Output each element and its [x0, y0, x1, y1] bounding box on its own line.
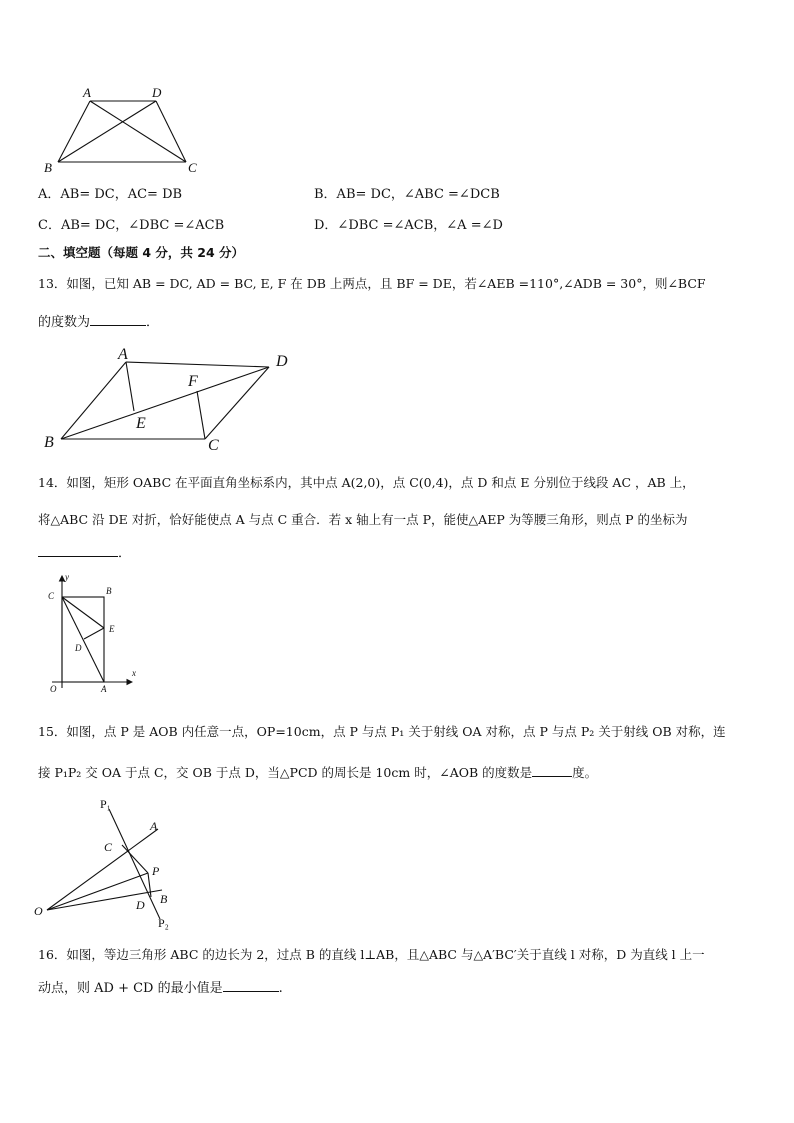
q16-line1: 16．如图，等边三角形 ABC 的边长为 2，过点 B 的直线 l⊥AB，且△ABC 与△A′BC′关于直线 l 对称，D 为直线 l 上一 — [38, 947, 705, 962]
label-F: F — [188, 373, 198, 390]
label-B: B — [44, 160, 52, 175]
line-AD — [126, 362, 269, 367]
figure-q15 — [30, 793, 190, 933]
label-E: E — [109, 624, 115, 634]
q14-line2: 将△ABC 沿 DE 对折，恰好能使点 A 与点 C 重合．若 x 轴上有一点 P，能使△AEP 为等腰三角形，则点 P 的坐标为 — [38, 512, 688, 527]
label-C: C — [48, 591, 55, 601]
figure-q13 — [40, 342, 300, 457]
line-AE — [126, 362, 134, 411]
label-B: B — [44, 434, 54, 451]
label-x: x — [132, 668, 136, 678]
label-A: A — [150, 819, 158, 833]
label-C: C — [208, 437, 219, 454]
q14-line3 — [38, 543, 131, 563]
label-A: A — [83, 85, 91, 100]
line-CA — [62, 597, 104, 682]
figure-q12 — [40, 84, 210, 179]
label-A: A — [118, 346, 128, 363]
q14-answer-blank — [38, 543, 118, 557]
q13-line2-end: ． — [146, 315, 160, 330]
q13-answer-blank — [90, 312, 146, 326]
label-O: O — [34, 904, 43, 918]
q15-answer-blank — [532, 763, 572, 777]
q15-line2-end: 度。 — [572, 765, 598, 780]
option-d: D．∠DBC =∠ACB，∠A =∠D — [314, 218, 503, 233]
line-CP — [122, 845, 148, 873]
q16-line2 — [38, 978, 283, 998]
q14-line3-end: ． — [118, 546, 132, 561]
figure-q14 — [40, 570, 150, 695]
line-CE — [62, 597, 104, 628]
q13-line1: 13．如图，已知 AB = DC, AD = BC, E, F 在 DB 上两点，且 BF = DE，若∠AEB =110°,∠ADB = 30°，则∠BCF — [38, 276, 706, 291]
section-heading: 二、填空题（每题 4 分，共 24 分） — [38, 245, 245, 260]
option-c: C．AB= DC，∠DBC =∠ACB — [38, 218, 225, 233]
line-BD — [61, 367, 269, 439]
label-A: A — [101, 684, 107, 694]
label-C: C — [188, 160, 197, 175]
q16-line2-text: 动点，则 AD + CD 的最小值是 — [38, 981, 223, 996]
q16-answer-blank — [223, 978, 279, 992]
line-BA — [58, 101, 90, 162]
label-P2: P₂ — [158, 916, 169, 930]
label-B: B — [106, 586, 112, 596]
option-b: B．AB= DC，∠ABC =∠DCB — [314, 187, 500, 202]
q15-line2-text: 接 P₁P₂ 交 OA 于点 C，交 OB 于点 D，当△PCD 的周长是 10cm 时，∠AOB 的度数是 — [38, 765, 533, 780]
label-D: D — [276, 353, 288, 370]
q16-line2-end: . — [278, 981, 283, 996]
label-B: B — [160, 892, 168, 906]
q13-line2-text: 的度数为 — [38, 315, 91, 330]
q15-line1: 15．如图，点 P 是 AOB 内任意一点，OP=10cm，点 P 与点 P₁ 关于射线 OA 对称，点 P 与点 P₂ 关于射线 OB 对称，连 — [38, 724, 726, 739]
q15-line2 — [38, 763, 597, 782]
label-D: D — [75, 643, 82, 653]
label-C: C — [104, 840, 113, 854]
option-a: A．AB= DC，AC= DB — [38, 187, 183, 202]
label-P: P — [152, 864, 160, 878]
ray-OB — [47, 890, 162, 910]
label-P1: P₁ — [100, 797, 111, 811]
label-D: D — [152, 85, 162, 100]
q13-line2 — [38, 312, 159, 332]
label-y: y — [65, 572, 69, 582]
line-CF — [197, 391, 205, 439]
label-D: D — [136, 898, 145, 912]
line-OP — [47, 873, 148, 910]
line-DE — [84, 628, 104, 639]
q14-line1: 14．如图，矩形 OABC 在平面直角坐标系内，其中点 A(2,0)，点 C(0,4)，点 D 和点 E 分别位于线段 AC ，AB 上， — [38, 475, 695, 490]
label-E: E — [136, 415, 146, 432]
label-O: O — [50, 684, 57, 694]
line-BD — [58, 101, 156, 162]
